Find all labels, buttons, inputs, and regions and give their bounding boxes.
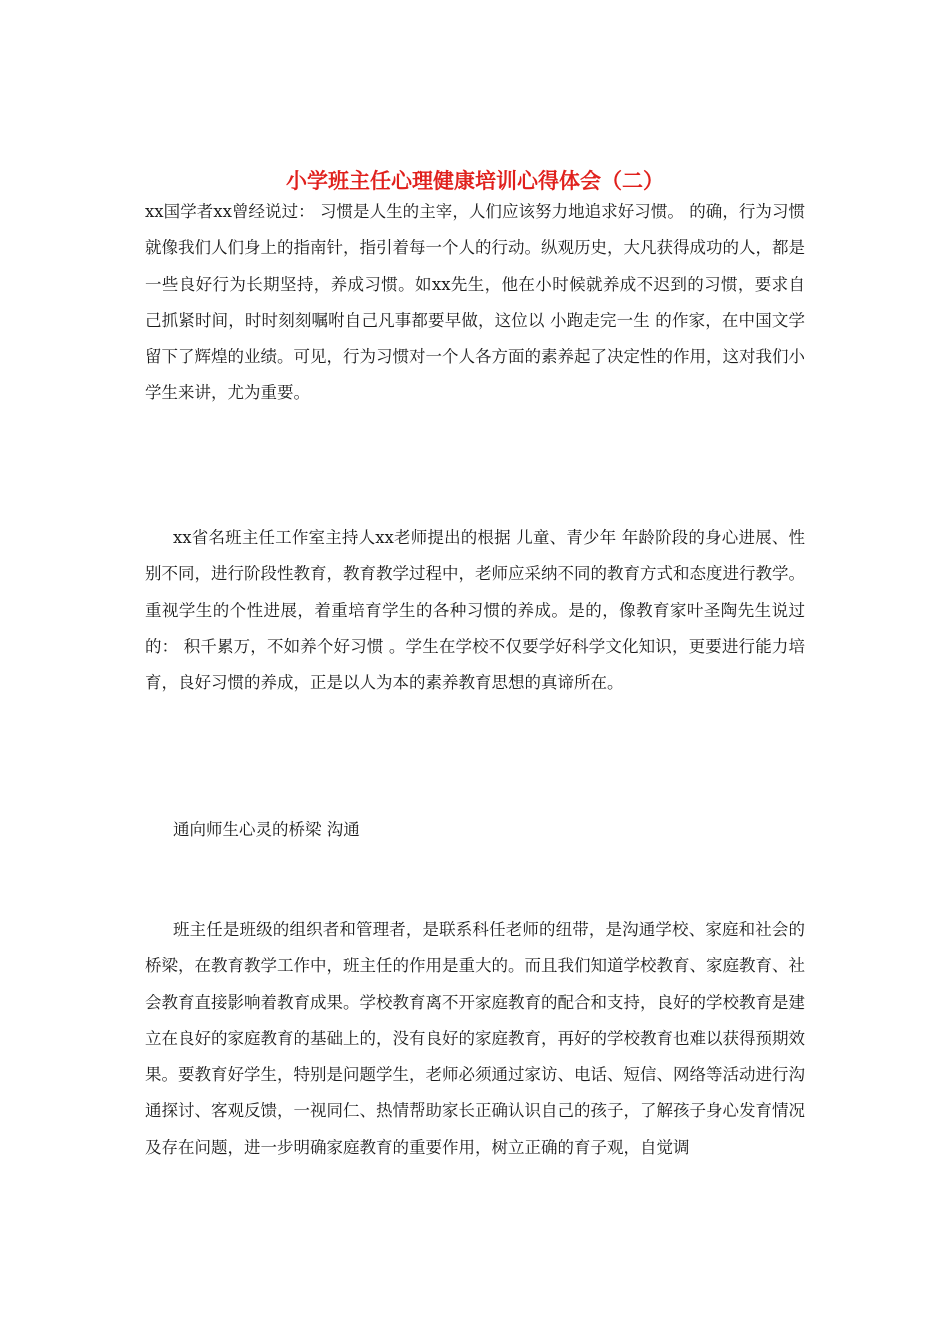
body-paragraph-2: xx省名班主任工作室主持人xx老师提出的根据 儿童、青少年 年龄阶段的身心进展、性别不同，进行阶段性教育，教育教学过程中，老师应采纳不同的教育方式和态度进行教学。重视学生的个性进展，着重培育学生的各种习惯的养成。是的，像教育家叶圣陶先生说过的： 积千累万，不如养个好习惯 。学生在学校不仅要学好科学文化知识，更要进行能力培育，良好习惯的养成，正是以人为本的素养教育思想的真谛所在。 bbox=[145, 528, 805, 693]
document-title: 小学班主任心理健康培训心得体会（二） bbox=[286, 168, 664, 194]
section-heading: 通向师生心灵的桥梁 沟通 bbox=[173, 820, 360, 839]
body-paragraph-1: xx国学者xx曾经说过： 习惯是人生的主宰，人们应该努力地追求好习惯。 的确，行为习惯就像我们人们身上的指南针，指引着每一个人的行动。纵观历史，大凡获得成功的人，都是一些良好行为长期坚持，养成习惯。如xx先生，他在小时候就养成不迟到的习惯，要求自己抓紧时间，时时刻刻嘱咐自己凡事都要早做，这位以 小跑走完一生 的作家，在中国文学留下了辉煌的业绩。可见，行为习惯对一个人各方面的素养起了决定性的作用，这对我们小学生来讲，尤为重要。 bbox=[145, 202, 805, 403]
body-paragraph-3: 班主任是班级的组织者和管理者，是联系科任老师的纽带，是沟通学校、家庭和社会的桥梁，在教育教学工作中，班主任的作用是重大的。而且我们知道学校教育、家庭教育、社会教育直接影响着教育成果。学校教育离不开家庭教育的配合和支持，良好的学校教育是建立在良好的家庭教育的基础上的，没有良好的家庭教育，再好的学校教育也难以获得预期效果。要教育好学生，特别是问题学生，老师必须通过家访、电话、短信、网络等活动进行沟通探讨、客观反馈，一视同仁、热情帮助家长正确认识自己的孩子，了解孩子身心发育情况及存在问题，进一步明确家庭教育的重要作用，树立正确的育子观，自觉调 bbox=[145, 920, 805, 1157]
